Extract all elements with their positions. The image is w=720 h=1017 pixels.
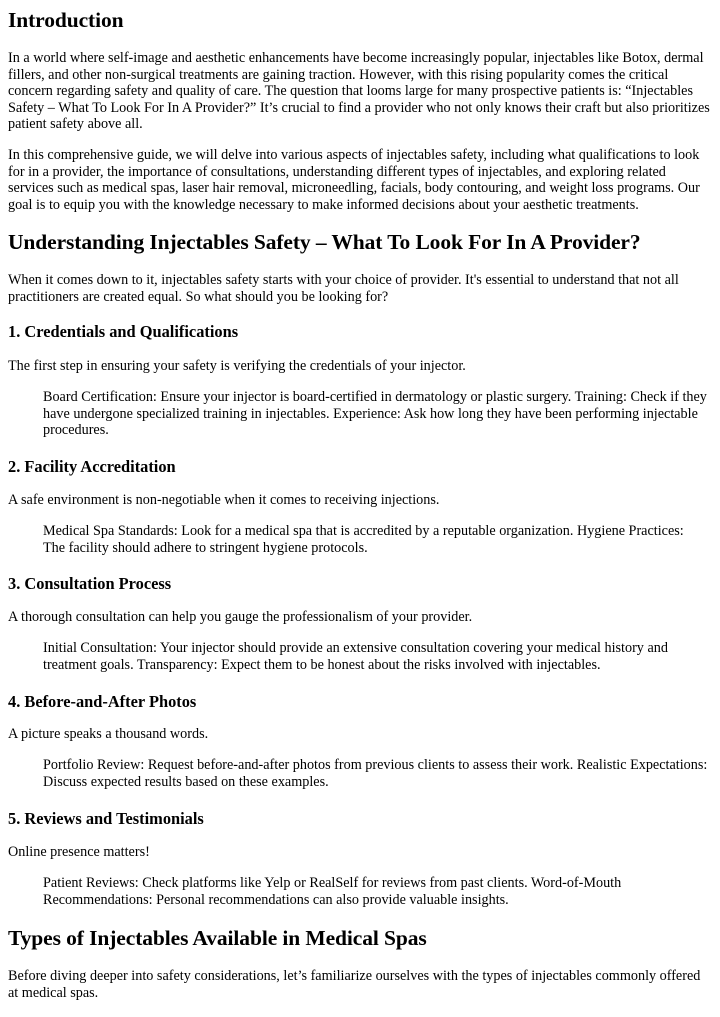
- section-intro-reviews: Online presence matters!: [8, 844, 150, 860]
- section-intro-consultation: A thorough consultation can help you gauge the professionalism of your provider.: [8, 609, 473, 625]
- section-quote-photos: Portfolio Review: Request before-and-after photos from previous clients to assess their work. Realistic Expectations: Discuss expected results based on these examples.: [43, 757, 708, 790]
- section-intro-facility: A safe environment is non-negotiable when it comes to receiving injections.: [8, 492, 440, 508]
- section-quote-credentials: Board Certification: Ensure your injector is board-certified in dermatology or plastic surgery. Training: Check if they have undergone specialized training in injectables. Experience: Ask how long they have been performing injectable procedures.: [43, 389, 707, 439]
- section-quote-reviews: Patient Reviews: Check platforms like Yelp or RealSelf for reviews from past clients. Word-of-Mouth Recommendations: Personal recommendations can also provide valuable insights.: [43, 875, 622, 908]
- introduction-heading: Introduction: [8, 8, 124, 32]
- section-quote-facility: Medical Spa Standards: Look for a medical spa that is accredited by a reputable organization. Hygiene Practices: The facility should adhere to stringent hygiene protocols.: [43, 523, 684, 556]
- types-heading: Types of Injectables Available in Medical Spas: [8, 926, 427, 950]
- section-intro-credentials: The first step in ensuring your safety is verifying the credentials of your injector.: [8, 358, 466, 374]
- section-heading-reviews: 5. Reviews and Testimonials: [8, 809, 204, 828]
- understanding-paragraph: When it comes down to it, injectables safety starts with your choice of provider. It's essential to understand that not all practitioners are created equal. So what should you be looking for?: [8, 272, 679, 305]
- section-quote-consultation: Initial Consultation: Your injector should provide an extensive consultation covering your medical history and treatment goals. Transparency: Expect them to be honest about the risks involved with injectables.: [43, 640, 668, 673]
- section-heading-facility: 2. Facility Accreditation: [8, 457, 176, 476]
- types-paragraph: Before diving deeper into safety considerations, let’s familiarize ourselves with the types of injectables commonly offered at medical spas.: [8, 968, 701, 1001]
- section-heading-consultation: 3. Consultation Process: [8, 574, 172, 593]
- introduction-paragraph-2: In this comprehensive guide, we will delve into various aspects of injectables safety, including what qualifications to look for in a provider, the importance of consultations, understanding different types of injectables, and exploring related services such as medical spas, laser hair removal, microneedling, facials, body contouring, and weight loss programs. Our goal is to equip you with the knowledge necessary to make informed decisions about your aesthetic treatments.: [8, 147, 700, 213]
- section-intro-photos: A picture speaks a thousand words.: [8, 726, 209, 742]
- section-heading-photos: 4. Before-and-After Photos: [8, 692, 197, 711]
- introduction-paragraph-1: In a world where self-image and aesthetic enhancements have become increasingly popular, injectables like Botox, dermal fillers, and other non-surgical treatments are gaining traction. However, with this rising popularity comes the critical concern regarding safety and quality of care. The question that looms large for many prospective patients is: “Injectables Safety – What To Look For In A Provider?” It’s crucial to find a provider who not only knows their craft but also prioritizes patient safety above all.: [8, 50, 710, 133]
- section-heading-credentials: 1. Credentials and Qualifications: [8, 322, 239, 341]
- understanding-heading: Understanding Injectables Safety – What To Look For In A Provider?: [8, 230, 641, 254]
